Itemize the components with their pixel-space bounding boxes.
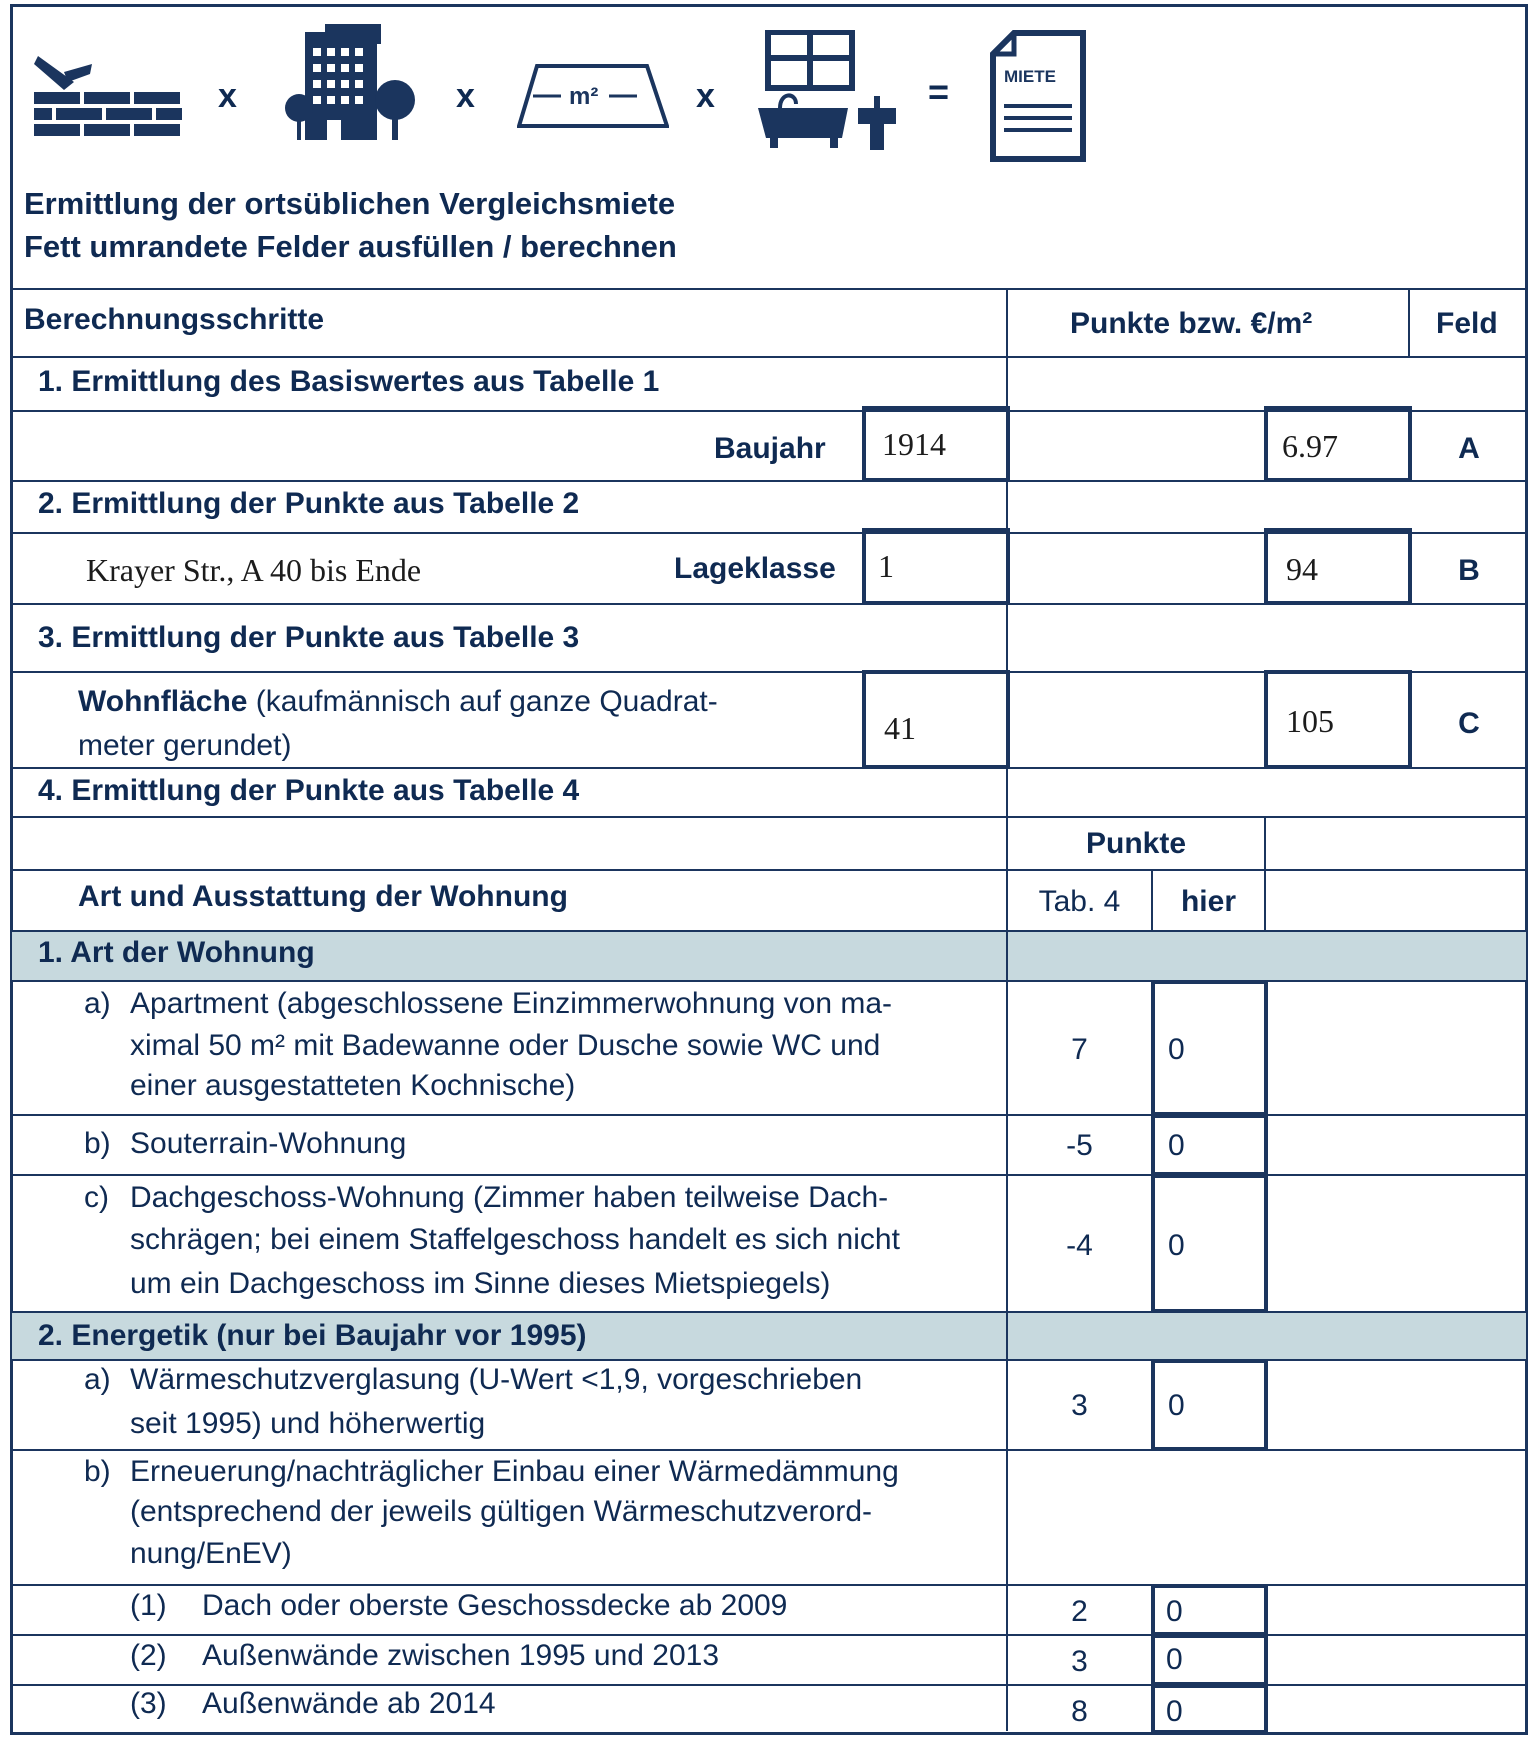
section1-title: 1. Art der Wohnung	[38, 936, 315, 969]
wohnflaeche-points-value: 105	[1286, 703, 1334, 739]
baujahr-value: 1914	[882, 426, 946, 462]
souterrain-tab4-points: -5	[1066, 1129, 1093, 1162]
item-letter: b)	[84, 1127, 111, 1160]
step4-heading: 4. Ermittlung der Punkte aus Tabelle 4	[38, 774, 580, 807]
step3-heading: 3. Ermittlung der Punkte aus Tabelle 3	[38, 621, 580, 654]
waermedaemmung-text-line: (entsprechend der jeweils gültigen Wärmeschutzverord-	[130, 1495, 873, 1528]
bathroom-icon	[758, 30, 898, 150]
floor-area-label: m²	[569, 83, 599, 110]
rent-document-icon	[990, 30, 1086, 162]
lage-points-value: 94	[1286, 551, 1318, 587]
waermedaemmung-text-line: nung/EnEV)	[130, 1537, 292, 1570]
points-column-header: Punkte bzw. €/m²	[1070, 307, 1313, 340]
field-label-a: A	[1458, 432, 1480, 465]
dachgeschoss-text-line: schrägen; bei einem Staffelgeschoss handelt es sich nicht	[130, 1223, 900, 1256]
waermedaemmung-text-line: Erneuerung/nachträglicher Einbau einer Wärmedämmung	[130, 1455, 899, 1488]
subitem-number: (3)	[130, 1687, 167, 1720]
art-ausstattung-header: Art und Ausstattung der Wohnung	[78, 880, 568, 913]
aussenwand-2014-tab4-points: 8	[1071, 1695, 1088, 1728]
dach-hier-value: 0	[1166, 1595, 1183, 1628]
row-divider	[12, 1634, 1526, 1636]
item-letter: a)	[84, 1363, 111, 1396]
row-divider	[12, 1359, 1526, 1361]
verglasung-hier-value: 0	[1168, 1389, 1185, 1422]
form-instruction: Fett umrandete Felder ausfüllen / berechnen	[24, 229, 677, 264]
dachgeschoss-text-line: Dachgeschoss-Wohnung (Zimmer haben teilweise Dach-	[130, 1181, 889, 1214]
aussenwand-1995-tab4-points: 3	[1071, 1645, 1088, 1678]
souterrain-text: Souterrain-Wohnung	[130, 1127, 407, 1160]
verglasung-text-line: Wärmeschutzverglasung (U-Wert <1,9, vorgeschrieben	[130, 1363, 863, 1396]
row-divider	[12, 1311, 1526, 1313]
row-divider	[12, 356, 1526, 358]
row-divider	[12, 1449, 1526, 1451]
subitem-number: (1)	[130, 1589, 167, 1622]
building-icon	[285, 24, 420, 140]
points-subheader: Punkte	[1085, 827, 1187, 860]
row-divider	[12, 869, 1526, 871]
basiswert-value: 6.97	[1282, 428, 1338, 464]
steps-column-header: Berechnungsschritte	[24, 303, 325, 336]
apartment-text-line: ximal 50 m² mit Badewanne oder Dusche sowie WC und	[130, 1029, 881, 1062]
document-label: MIETE	[1004, 67, 1056, 86]
row-divider	[12, 930, 1526, 932]
dachgeschoss-tab4-points: -4	[1066, 1229, 1093, 1262]
brick-wall-icon	[34, 52, 184, 138]
apartment-text-line: einer ausgestatteten Kochnische)	[130, 1069, 576, 1102]
souterrain-hier-value: 0	[1168, 1129, 1185, 1162]
multiply-operator: x	[456, 77, 475, 115]
dach-tab4-points: 2	[1071, 1595, 1088, 1628]
section2-title: 2. Energetik (nur bei Baujahr vor 1995)	[38, 1319, 587, 1352]
column-divider	[1006, 288, 1008, 1731]
lageklasse-value: 1	[878, 548, 894, 584]
row-divider	[12, 1584, 1526, 1586]
item-letter: b)	[84, 1455, 111, 1488]
aussenwand-2014-hier-value: 0	[1166, 1695, 1183, 1728]
step1-heading: 1. Ermittlung des Basiswertes aus Tabelle 1	[38, 365, 660, 398]
multiply-operator: x	[696, 77, 715, 115]
form-title: Ermittlung der ortsüblichen Vergleichsmiete	[24, 186, 676, 221]
row-divider	[12, 1174, 1526, 1176]
apartment-hier-value: 0	[1168, 1033, 1185, 1066]
baujahr-label: Baujahr	[714, 432, 826, 465]
row-divider	[12, 1114, 1526, 1116]
wohnflaeche-label-line2: meter gerundet)	[78, 729, 292, 762]
multiply-operator: x	[218, 77, 237, 115]
aussenwand-2014-text: Außenwände ab 2014	[202, 1687, 496, 1720]
column-divider	[1408, 288, 1410, 356]
item-letter: c)	[84, 1181, 109, 1214]
aussenwand-1995-text: Außenwände zwischen 1995 und 2013	[202, 1639, 720, 1672]
field-label-c: C	[1458, 707, 1480, 740]
aussenwand-1995-hier-value: 0	[1166, 1643, 1183, 1676]
hier-column-header: hier	[1180, 885, 1237, 918]
verglasung-tab4-points: 3	[1071, 1389, 1088, 1422]
floor-area-icon	[517, 62, 669, 132]
item-letter: a)	[84, 987, 111, 1020]
step2-heading: 2. Ermittlung der Punkte aus Tabelle 2	[38, 487, 580, 520]
apartment-text-line: Apartment (abgeschlossene Einzimmerwohnung von ma-	[130, 987, 893, 1020]
wohnflaeche-value: 41	[884, 710, 916, 746]
apartment-tab4-points: 7	[1071, 1033, 1088, 1066]
field-column-header: Feld	[1436, 307, 1498, 340]
street-name: Krayer Str., A 40 bis Ende	[86, 552, 422, 588]
lageklasse-label: Lageklasse	[674, 552, 836, 585]
verglasung-text-line: seit 1995) und höherwertig	[130, 1407, 486, 1440]
tab4-column-header: Tab. 4	[1038, 885, 1121, 918]
dachgeschoss-text-line: um ein Dachgeschoss im Sinne dieses Mietspiegels)	[130, 1267, 831, 1300]
row-divider	[12, 816, 1526, 818]
subitem-number: (2)	[130, 1639, 167, 1672]
row-divider	[12, 980, 1526, 982]
field-label-b: B	[1458, 554, 1480, 587]
dach-text: Dach oder oberste Geschossdecke ab 2009	[202, 1589, 788, 1622]
dachgeschoss-hier-value: 0	[1168, 1229, 1185, 1262]
wohnflaeche-label: Wohnfläche (kaufmännisch auf ganze Quadrat-	[78, 685, 718, 718]
equals-operator: =	[928, 71, 950, 112]
row-divider	[12, 288, 1526, 290]
